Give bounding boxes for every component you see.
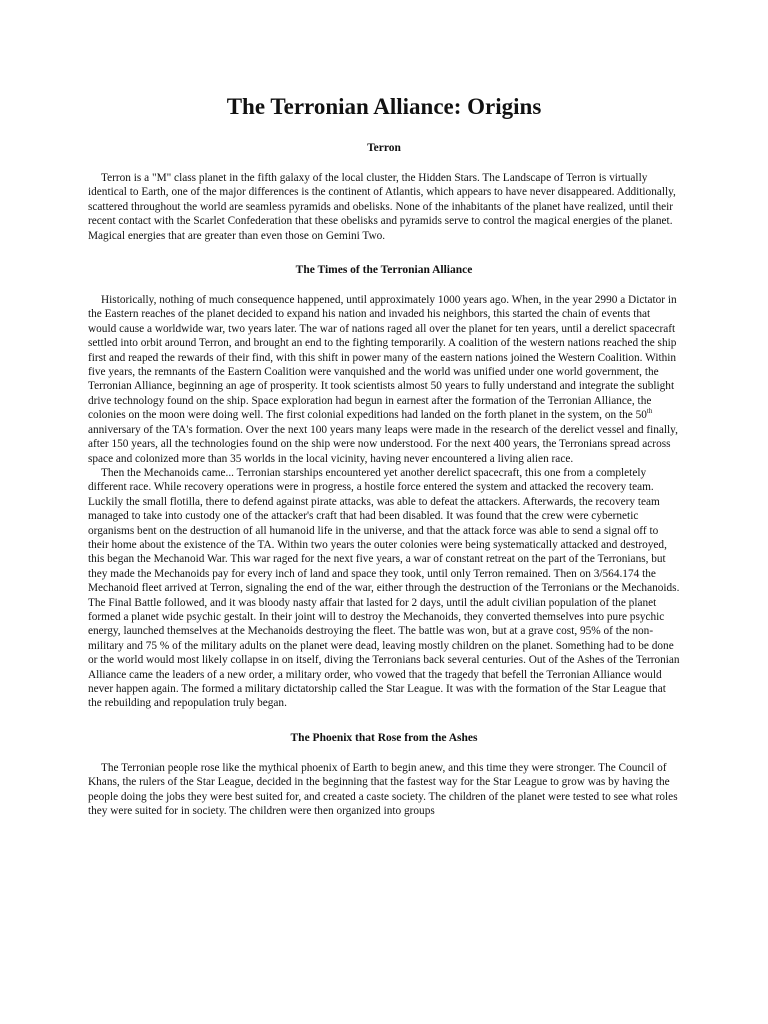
paragraph-phoenix: The Terronian people rose like the mythical phoenix of Earth to begin anew, and this time they were stronger. The Council of Khans, the rulers of the Star League, decided in the beginning that the fastest way for the Star League to grow was by having the people doing the jobs they were best suited for, and created a caste society. The children of the planet were tested to see what roles they were suited for in society. The children were then organized into groups [88,761,678,818]
paragraph-history-part-1: Historically, nothing of much consequence happened, until approximately 1000 years ago. When, in the year 2990 a Dictator in the Eastern reaches of the planet decided to expand his nation and invaded his neighbors, this started the chain of events that would cause a worldwide war, two years later. The war of nations raged all over the planet for ten years, until a derelict spacecraft settled into orbit around Terron, and brought an end to the fighting temporarily. A coalition of the western nations reached the ship first and reaped the rewards of their find, with this shift in power many of the eastern nations joined the Western Coalition. Within five years, the remnants of the Eastern Coalition were vanquished and the world was unified under one world government, the Terronian Alliance, beginning an age of prosperity. It took scientists almost 50 years to fully understand and integrate the sublight drive technology found on the ship. Space exploration had begun in earnest after the formation of the Terronian Alliance, the colonies on the moon were doing well. The first colonial expeditions had landed on the forth planet in the system, on the 50 [88,294,677,422]
paragraph-history [88,293,680,466]
document-title: The Terronian Alliance: Origins [226,94,542,119]
paragraph-mechanoids: Then the Mechanoids came... Terronian starships encountered yet another derelict spacecraft, this one from a completely different race. While recovery operations were in progress, a hostile force entered the system and attacked the recovery team. Luckily the small flotilla, there to defend against pirate attacks, was able to defeat the attackers. Afterwards, the recovery team managed to take into custody one of the attacker's craft that had been disabled. It was found that the crew were cybernetic organisms bent on the destruction of all humanoid life in the universe, and that the attack force was able to send a signal off to their home about the existence of the TA. Within two years the outer colonies were being systematically attacked and destroyed, this began the Mechanoid War. This war raged for the next five years, a war of constant retreat on the part of the Terronians, but they made the Mechanoids pay for every inch of land and space they took, until only Terron remained. Then on 3/564.174 the Mechanoid fleet arrived at Terron, signaling the end of the war, either through the destruction of the Terronians or the Mechanoids. The Final Battle followed, and it was bloody nasty affair that lasted for 2 days, until the adult civilian population of the planet formed a planet wide psychic gestalt. In their joint will to destroy the Mechanoids, they converted themselves into pure psychic energy, launched themselves at the Mechanoids destroying the fleet. The battle was won, but at a grave cost, 95% of the non-military and 75 % of the military adults on the planet were dead, leaving mostly children on the planet. Something had to be done or the world would most likely collapse in on itself, diving the Terronians back several centuries. Out of the Ashes of the Terronian Alliance came the leaders of a new order, a military order, who vowed that the tragedy that befell the Terronian Alliance would never happen again. The formed a military dictatorship called the Star League. It was with the formation of the Star League that the rebuilding and repopulation truly began. [88,466,680,710]
section-heading-times: The Times of the Terronian Alliance [295,264,473,277]
ordinal-suffix: th [646,407,653,416]
paragraph-terron: Terron is a "M" class planet in the fifth galaxy of the local cluster, the Hidden Stars. The Landscape of Terron is virtually identical to Earth, one of the major differences is the continent of Atlantis, which appears to have never disappeared. Additionally, scattered throughout the world are seamless pyramids and obelisks. None of the inhabitants of the planet have realized, until their recent contact with the Scarlet Confederation that these obelisks and pyramids serve to control the magical energies of the planet. Magical energies that are greater than even those on Gemini Two. [88,172,676,242]
section-heading-phoenix: The Phoenix that Rose from the Ashes [290,731,478,744]
paragraph-history-part-2: anniversary of the TA's formation. Over the next 100 years many leaps were made in the research of the derelict vessel and finally, after 150 years, all the technologies found on the ship were now understood. For the next 400 years, the Terronians spread across space and colonized more than 35 worlds in the local vicinity, having never encountered a living alien race. [88,423,678,465]
section-heading-terron: Terron [367,142,401,154]
